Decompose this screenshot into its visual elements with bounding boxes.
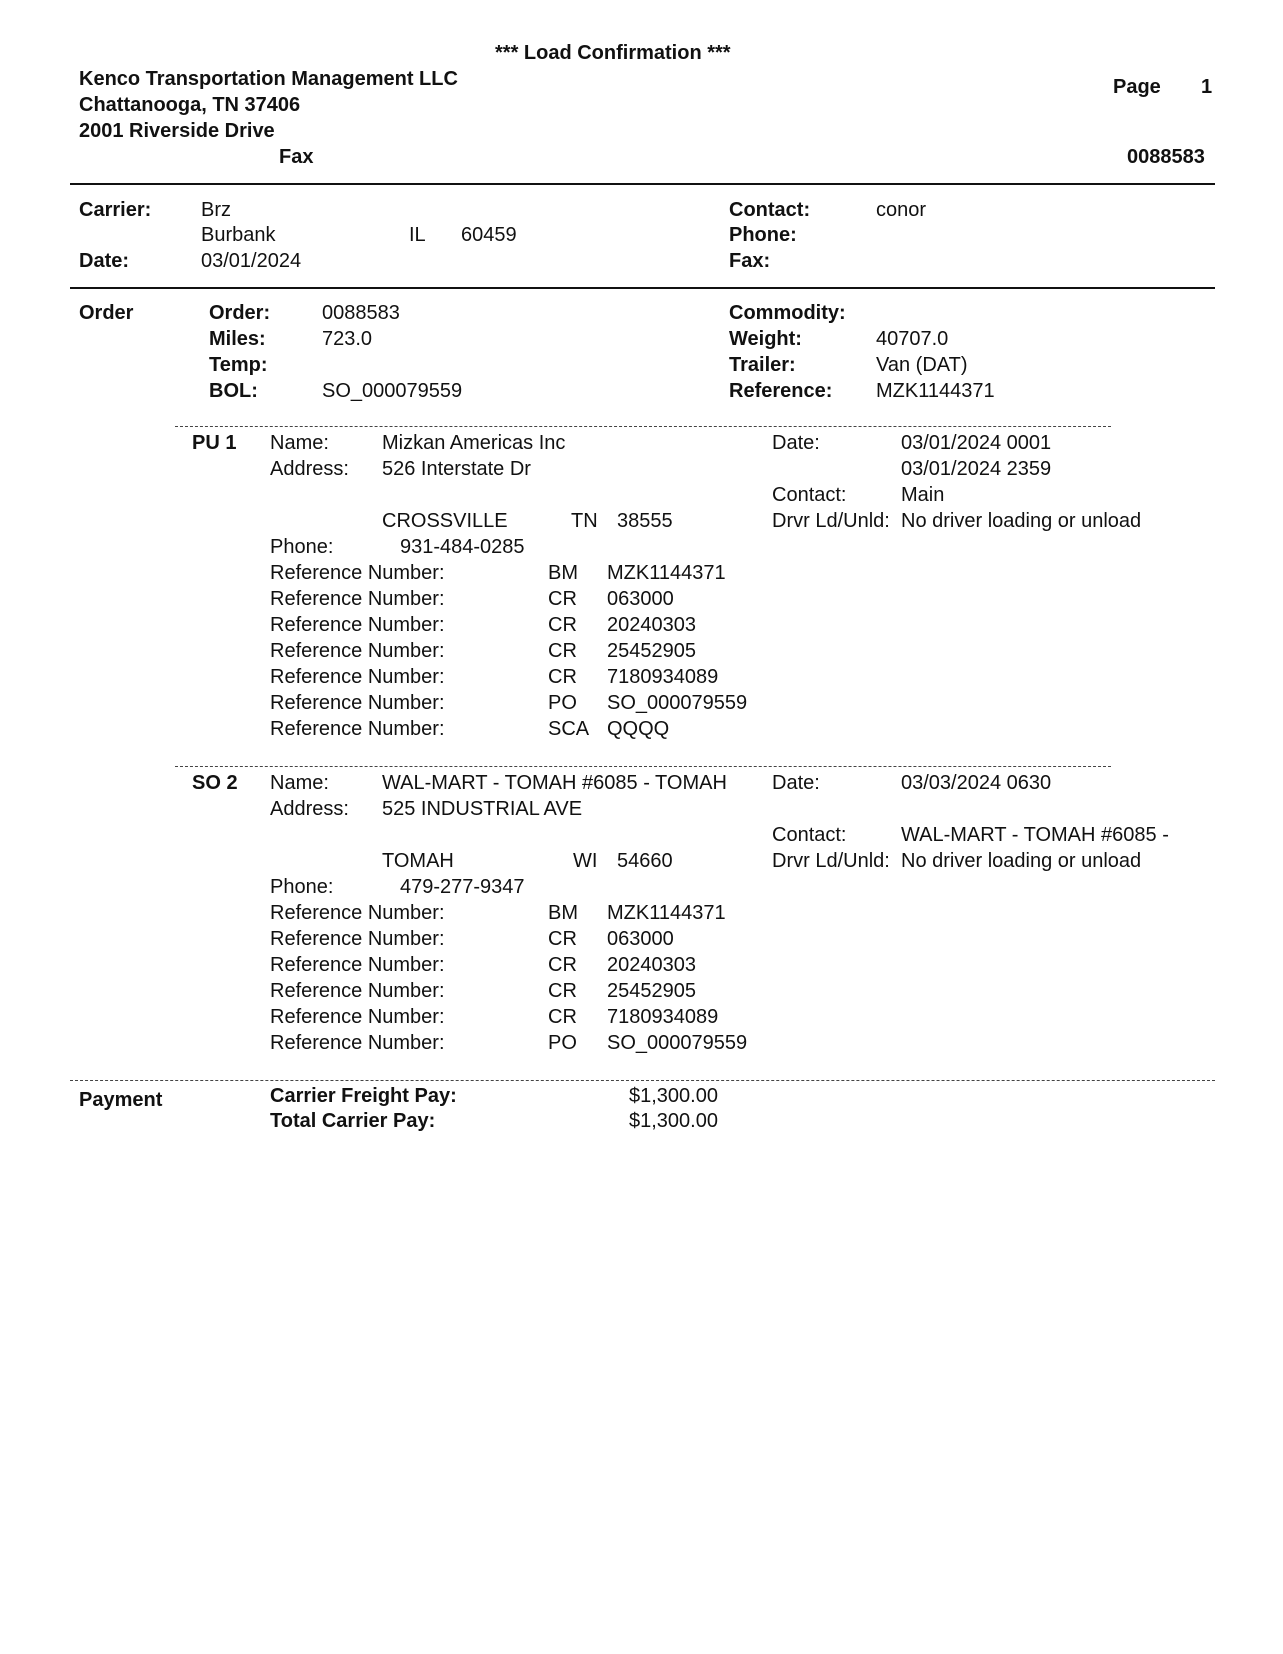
- stop-state: WI: [573, 850, 598, 872]
- bol-value: SO_000079559: [322, 380, 463, 402]
- reference-value: 25452905: [607, 980, 696, 1002]
- reference-value: 25452905: [607, 640, 696, 662]
- carrier-date-label: Date:: [79, 250, 130, 272]
- stop-code: PU 1: [192, 432, 237, 454]
- stop-contact-label: Contact:: [772, 824, 847, 846]
- stop-phone: 931-484-0285: [400, 536, 525, 558]
- reference-type: CR: [548, 1006, 577, 1028]
- stop-date-label: Date:: [772, 772, 820, 794]
- stop-driver-value: No driver loading or unload: [901, 850, 1142, 872]
- reference-number-label: Reference Number:: [270, 902, 445, 924]
- reference-value: MZK1144371: [876, 380, 995, 402]
- total-carrier-pay-value: $1,300.00: [629, 1110, 718, 1132]
- page-number: 1: [1201, 76, 1213, 98]
- reference-type: PO: [548, 1032, 577, 1054]
- stop-contact: WAL-MART - TOMAH #6085 -: [901, 824, 1169, 846]
- reference-value: 7180934089: [607, 1006, 719, 1028]
- reference-label: Reference:: [729, 380, 833, 402]
- stop-driver-value: No driver loading or unload: [901, 510, 1142, 532]
- payment-divider: [70, 1080, 1215, 1081]
- reference-type: PO: [548, 692, 577, 714]
- miles-label: Miles:: [209, 328, 266, 350]
- reference-value: 20240303: [607, 614, 696, 636]
- page-label: Page: [1113, 76, 1161, 98]
- carrier-contact-label: Contact:: [729, 199, 811, 221]
- trailer-label: Trailer:: [729, 354, 796, 376]
- stop-code: SO 2: [192, 772, 238, 794]
- carrier-name: Brz: [201, 199, 231, 221]
- reference-value: MZK1144371: [607, 902, 726, 924]
- reference-number-label: Reference Number:: [270, 1032, 445, 1054]
- reference-value: SO_000079559: [607, 1032, 748, 1054]
- carrier-freight-pay-label: Carrier Freight Pay:: [270, 1085, 457, 1107]
- stop-driver-label: Drvr Ld/Unld:: [772, 510, 890, 532]
- stop-driver-label: Drvr Ld/Unld:: [772, 850, 890, 872]
- reference-type: CR: [548, 954, 577, 976]
- miles-value: 723.0: [322, 328, 373, 350]
- stop-address-label: Address:: [270, 458, 349, 480]
- reference-value: SO_000079559: [607, 692, 748, 714]
- reference-number-label: Reference Number:: [270, 1006, 445, 1028]
- payment-section-label: Payment: [79, 1089, 163, 1111]
- carrier-label: Carrier:: [79, 199, 152, 221]
- stop-name: WAL-MART - TOMAH #6085 - TOMAH: [382, 772, 727, 794]
- carrier-contact: conor: [876, 199, 927, 221]
- stop-name-label: Name:: [270, 772, 329, 794]
- carrier-zip: 60459: [461, 224, 517, 246]
- reference-type: CR: [548, 666, 577, 688]
- reference-value: 20240303: [607, 954, 696, 976]
- order-label: Order:: [209, 302, 271, 324]
- total-carrier-pay-label: Total Carrier Pay:: [270, 1110, 436, 1132]
- carrier-phone-label: Phone:: [729, 224, 797, 246]
- weight-label: Weight:: [729, 328, 802, 350]
- order-section-label: Order: [79, 302, 134, 324]
- reference-value: 063000: [607, 928, 674, 950]
- reference-number-label: Reference Number:: [270, 954, 445, 976]
- stop-phone: 479-277-9347: [400, 876, 525, 898]
- stop-date-label: Date:: [772, 432, 820, 454]
- carrier-freight-pay-value: $1,300.00: [629, 1085, 718, 1107]
- reference-number-label: Reference Number:: [270, 980, 445, 1002]
- reference-type: CR: [548, 640, 577, 662]
- stop-contact-label: Contact:: [772, 484, 847, 506]
- reference-type: CR: [548, 980, 577, 1002]
- reference-number-label: Reference Number:: [270, 928, 445, 950]
- reference-type: BM: [548, 902, 578, 924]
- stop-address-label: Address:: [270, 798, 349, 820]
- company-street: 2001 Riverside Drive: [79, 120, 275, 142]
- fax-label: Fax: [279, 146, 314, 168]
- stop-date-start: 03/01/2024 0001: [901, 432, 1052, 454]
- stop-city: TOMAH: [382, 850, 454, 872]
- reference-value: 7180934089: [607, 666, 719, 688]
- reference-number-label: Reference Number:: [270, 692, 445, 714]
- document-title: *** Load Confirmation ***: [495, 42, 731, 64]
- reference-value: 063000: [607, 588, 674, 610]
- stop-divider: [175, 426, 1111, 427]
- carrier-state: IL: [409, 224, 426, 246]
- order-number: 0088583: [322, 302, 400, 324]
- reference-number-label: Reference Number:: [270, 614, 445, 636]
- stop-address: 525 INDUSTRIAL AVE: [382, 798, 583, 820]
- reference-type: CR: [548, 588, 577, 610]
- reference-number-label: Reference Number:: [270, 666, 445, 688]
- reference-number-label: Reference Number:: [270, 588, 445, 610]
- reference-type: BM: [548, 562, 578, 584]
- bol-label: BOL:: [209, 380, 258, 402]
- stop-phone-label: Phone:: [270, 876, 334, 898]
- carrier-rule: [70, 287, 1215, 289]
- commodity-label: Commodity:: [729, 302, 846, 324]
- reference-value: MZK1144371: [607, 562, 726, 584]
- reference-value: QQQQ: [607, 718, 670, 740]
- temp-label: Temp:: [209, 354, 268, 376]
- stop-city: CROSSVILLE: [382, 510, 508, 532]
- stop-name: Mizkan Americas Inc: [382, 432, 566, 454]
- stop-state: TN: [571, 510, 598, 532]
- reference-number-label: Reference Number:: [270, 562, 445, 584]
- reference-type: CR: [548, 614, 577, 636]
- stop-date-start: 03/03/2024 0630: [901, 772, 1052, 794]
- reference-type: CR: [548, 928, 577, 950]
- stop-name-label: Name:: [270, 432, 329, 454]
- company-name: Kenco Transportation Management LLC: [79, 68, 458, 90]
- document-number: 0088583: [1127, 146, 1205, 168]
- stop-zip: 54660: [617, 850, 673, 872]
- stop-date-end: 03/01/2024 2359: [901, 458, 1052, 480]
- reference-number-label: Reference Number:: [270, 718, 445, 740]
- stop-zip: 38555: [617, 510, 673, 532]
- header-rule: [70, 183, 1215, 185]
- stop-phone-label: Phone:: [270, 536, 334, 558]
- reference-number-label: Reference Number:: [270, 640, 445, 662]
- weight-value: 40707.0: [876, 328, 949, 350]
- reference-type: SCA: [548, 718, 590, 740]
- carrier-city: Burbank: [201, 224, 276, 246]
- carrier-fax-label: Fax:: [729, 250, 771, 272]
- trailer-value: Van (DAT): [876, 354, 968, 376]
- stop-divider: [175, 766, 1111, 767]
- carrier-date: 03/01/2024: [201, 250, 302, 272]
- stop-address: 526 Interstate Dr: [382, 458, 531, 480]
- company-city: Chattanooga, TN 37406: [79, 94, 301, 116]
- stop-contact: Main: [901, 484, 945, 506]
